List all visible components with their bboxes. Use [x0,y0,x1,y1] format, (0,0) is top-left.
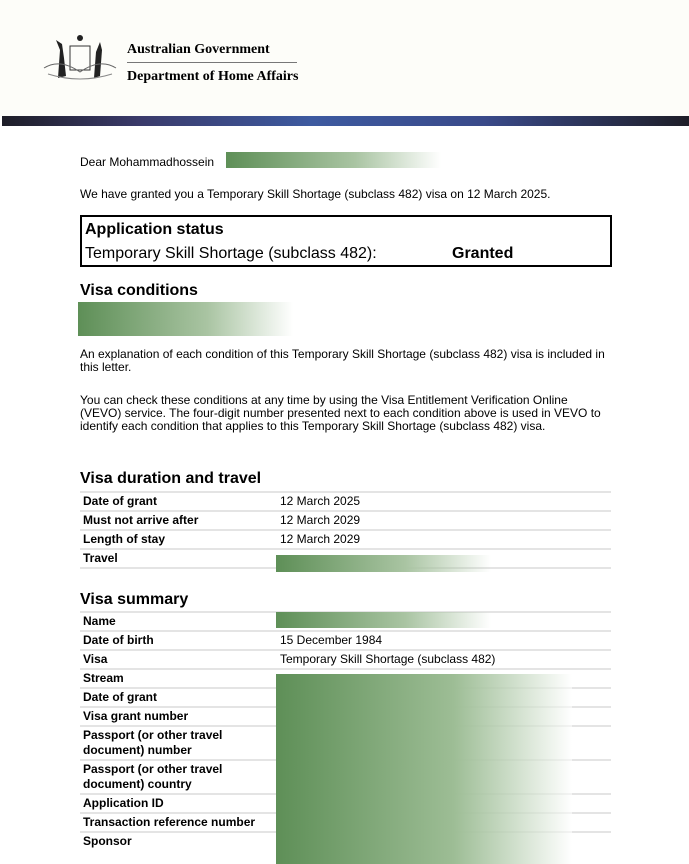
intro-text: We have granted you a Temporary Skill Shortage (subclass 482) visa on 12 March 2025. [80,187,551,201]
row-label: Passport (or other travel document) country [83,762,223,791]
row-label: Application ID [83,796,164,810]
row-label: Length of stay [83,532,166,546]
row-label: Date of birth [83,633,154,647]
conditions-p2: You can check these conditions at any time by using the Visa Entitlement Verification Online (VEVO) service. The four-digit number presented next to each condition above is used in VEVO to identify each condition that applies to this Temporary Skill Shortage (subclass 482) visa. [80,393,601,433]
row-label: Name [83,614,116,628]
coat-of-arms-logo [40,28,120,84]
row-label: Visa grant number [83,709,189,723]
conditions-p1: An explanation of each condition of this Temporary Skill Shortage (subclass 482) visa is included in this letter. [80,347,605,374]
duration-title: Visa duration and travel [80,470,262,487]
row-label: Travel [83,551,118,565]
row-label: Stream [83,671,124,685]
banner-bar [2,116,689,126]
table-row [80,649,611,668]
redacted-surname [226,152,441,168]
department-title: Department of Home Affairs [127,69,299,84]
status-label: Temporary Skill Shortage (subclass 482): [85,245,377,262]
row-label: Sponsor [83,834,132,848]
table-row [80,630,611,649]
table-row [80,529,611,548]
redacted-name [276,612,491,628]
greeting: Dear Mohammadhossein [80,155,215,169]
redacted-visa-details [276,674,572,864]
redacted-conditions [78,302,293,336]
row-label: Transaction reference number [83,815,256,829]
row-value: 15 December 1984 [280,633,383,647]
redacted-travel [276,555,491,572]
row-label: Passport (or other travel document) number [83,728,223,757]
application-status-box [80,215,612,267]
conditions-title: Visa conditions [80,282,198,299]
row-value: 12 March 2029 [280,513,361,527]
row-value: Temporary Skill Shortage (subclass 482) [280,652,496,666]
row-label: Visa [83,652,108,666]
row-value: 12 March 2029 [280,532,361,546]
letterhead [0,0,689,116]
table-row [80,510,611,529]
row-value: 12 March 2025 [280,494,361,508]
government-title: Australian Government [127,42,270,57]
table-row [80,491,611,510]
row-label: Date of grant [83,690,158,704]
status-title: Application status [85,221,224,238]
row-label: Must not arrive after [83,513,199,527]
summary-title: Visa summary [80,591,189,608]
status-value: Granted [452,245,514,262]
divider [127,62,297,63]
row-label: Date of grant [83,494,158,508]
